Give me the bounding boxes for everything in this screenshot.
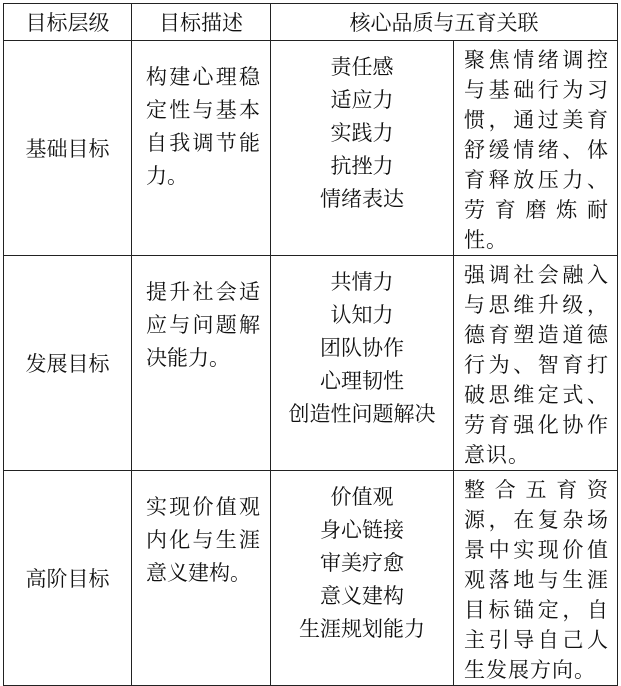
quality-item: 责任感: [330, 55, 394, 79]
relation-cell: [454, 41, 618, 256]
quality-item: 实践力: [330, 121, 394, 145]
level-cell: 高阶目标: [4, 471, 132, 686]
description-cell: [132, 471, 271, 686]
goals-table: [3, 3, 618, 686]
relation-cell: [454, 256, 618, 471]
qualities-cell: [271, 471, 454, 686]
relation-text: 聚焦情绪调控与基础行为习惯，通过美育舒缓情绪、体育释放压力、劳育磨炼耐性。: [464, 48, 609, 252]
quality-item: 团队协作: [320, 336, 404, 360]
qualities-list: [271, 41, 453, 216]
level-cell: 基础目标: [4, 41, 132, 256]
quality-item: 情绪表达: [320, 187, 404, 211]
qualities-list: [271, 471, 453, 646]
quality-item: 价值观: [330, 485, 394, 509]
quality-item: 抗挫力: [330, 154, 394, 178]
description-text: 实现价值观内化与生涯意义建构。: [146, 495, 260, 585]
quality-item: 认知力: [330, 303, 394, 327]
description-text: 构建心理稳定性与基本自我调节能力。: [146, 65, 260, 188]
quality-item: 心理韧性: [320, 369, 404, 393]
quality-item: 共情力: [330, 270, 394, 294]
level-cell: 发展目标: [4, 256, 132, 471]
qualities-list: [271, 256, 453, 431]
description-cell: [132, 256, 271, 471]
table-row: [4, 471, 618, 686]
relation-text: 整合五育资源，在复杂场景中实现价值观落地与生涯目标锚定，自主引导自己人生发展方向。: [464, 478, 609, 682]
description-text: 提升社会适应与问题解决能力。: [146, 280, 260, 370]
quality-item: 生涯规划能力: [299, 617, 425, 641]
header-description: 目标描述: [132, 4, 271, 41]
table-row: [4, 256, 618, 471]
quality-item: 创造性问题解决: [288, 402, 436, 426]
relation-text: 强调社会融入与思维升级，德育塑造道德行为、智育打破思维定式、劳育强化协作意识。: [464, 263, 609, 467]
quality-item: 审美疗愈: [320, 551, 404, 575]
header-row: [4, 4, 618, 41]
relation-cell: [454, 471, 618, 686]
description-cell: [132, 41, 271, 256]
header-level: 目标层级: [4, 4, 132, 41]
quality-item: 身心链接: [320, 518, 404, 542]
qualities-cell: [271, 41, 454, 256]
quality-item: 意义建构: [320, 584, 404, 608]
qualities-cell: [271, 256, 454, 471]
table-row: [4, 41, 618, 256]
header-qualities-relation: 核心品质与五育关联: [271, 4, 618, 41]
quality-item: 适应力: [330, 88, 394, 112]
